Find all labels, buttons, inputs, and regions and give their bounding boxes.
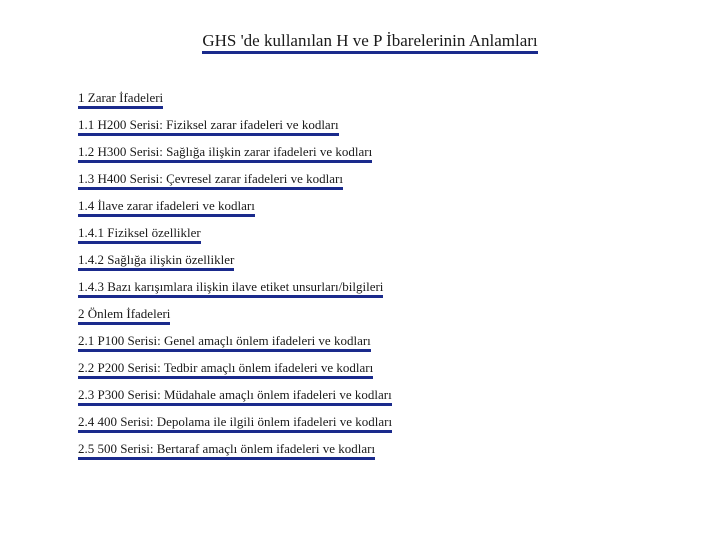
toc-link-1-4-2[interactable]: 1.4.2 Sağlığa ilişkin özellikler [78,252,234,271]
toc-link-2-3[interactable]: 2.3 P300 Serisi: Müdahale amaçlı önlem ifadeleri ve kodları [78,387,392,406]
toc-item [78,117,392,144]
toc-item [78,333,392,360]
toc-link-2-1[interactable]: 2.1 P100 Serisi: Genel amaçlı önlem ifadeleri ve kodları [78,333,371,352]
table-of-contents [78,90,392,468]
toc-item [78,252,392,279]
toc-item [78,171,392,198]
toc-link-1-1[interactable]: 1.1 H200 Serisi: Fiziksel zarar ifadeleri ve kodları [78,117,339,136]
toc-link-2-5[interactable]: 2.5 500 Serisi: Bertaraf amaçlı önlem ifadeleri ve kodları [78,441,375,460]
toc-link-1-4[interactable]: 1.4 İlave zarar ifadeleri ve kodları [78,198,255,217]
toc-item [78,279,392,306]
toc-link-2-4[interactable]: 2.4 400 Serisi: Depolama ile ilgili önlem ifadeleri ve kodları [78,414,392,433]
toc-link-1-4-3[interactable]: 1.4.3 Bazı karışımlara ilişkin ilave etiket unsurları/bilgileri [78,279,383,298]
page-title [0,30,720,54]
toc-item [78,414,392,441]
page-title-text: GHS 'de kullanılan H ve P İbarelerinin Anlamları [202,31,537,54]
toc-item [78,144,392,171]
toc-item [78,360,392,387]
toc-link-1-2[interactable]: 1.2 H300 Serisi: Sağlığa ilişkin zarar ifadeleri ve kodları [78,144,372,163]
toc-link-2[interactable]: 2 Önlem İfadeleri [78,306,170,325]
toc-link-1-4-1[interactable]: 1.4.1 Fiziksel özellikler [78,225,201,244]
toc-item [78,225,392,252]
toc-item [78,441,392,468]
toc-link-1[interactable]: 1 Zarar İfadeleri [78,90,163,109]
toc-item [78,387,392,414]
toc-item [78,198,392,225]
toc-link-1-3[interactable]: 1.3 H400 Serisi: Çevresel zarar ifadeleri ve kodları [78,171,343,190]
toc-link-2-2[interactable]: 2.2 P200 Serisi: Tedbir amaçlı önlem ifadeleri ve kodları [78,360,373,379]
toc-item [78,90,392,117]
toc-item [78,306,392,333]
